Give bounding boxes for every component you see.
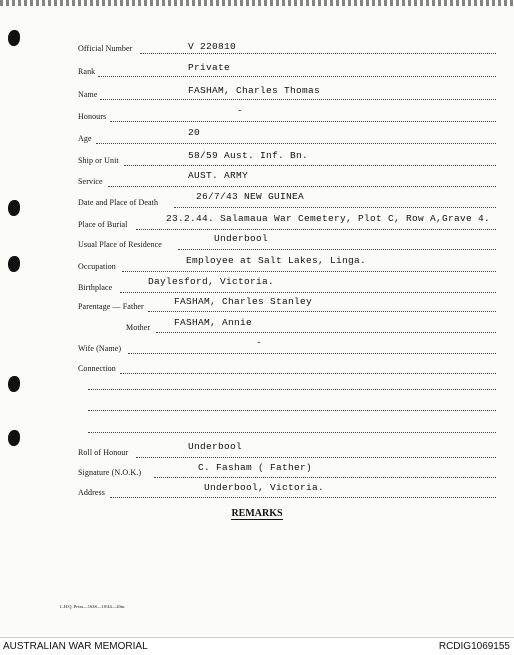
father-line <box>148 311 496 312</box>
mother-line <box>156 332 496 333</box>
footer-record-id: RCDIG1069155 <box>438 641 510 652</box>
death-line <box>174 207 496 208</box>
ship-line <box>124 165 496 166</box>
residence-value: Underbool <box>214 233 269 244</box>
official-number-line <box>140 53 496 54</box>
burial-label: Place of Burial <box>78 220 128 229</box>
punch-hole <box>8 430 20 446</box>
address-label: Address <box>78 488 105 497</box>
roll-line <box>136 457 496 458</box>
service-label: Service <box>78 177 103 186</box>
signature-label: Signature (N.O.K.) <box>78 468 142 477</box>
roll-label: Roll of Honour <box>78 448 129 457</box>
name-line <box>100 99 496 100</box>
rank-value: Private <box>188 62 231 73</box>
occupation-label: Occupation <box>78 262 116 271</box>
remarks-heading <box>0 508 514 519</box>
birthplace-value: Daylesford, Victoria. <box>148 276 275 287</box>
signature-line <box>154 477 496 478</box>
punch-hole <box>8 30 20 46</box>
name-label: Name <box>78 90 98 99</box>
address-line <box>110 497 496 498</box>
name-value: FASHAM, Charles Thomas <box>188 85 321 96</box>
punch-hole <box>8 200 20 216</box>
printer-imprint: L.H.Q. Press—163S—10/44—20m. <box>60 604 126 609</box>
punch-hole <box>8 256 20 272</box>
connection-line <box>120 373 496 374</box>
service-line <box>108 186 496 187</box>
ship-label: Ship or Unit <box>78 156 119 165</box>
birthplace-line <box>120 292 496 293</box>
burial-line <box>136 229 496 230</box>
connection-line <box>88 432 496 433</box>
age-label: Age <box>78 134 92 143</box>
father-label: Parentage — Father <box>78 302 144 311</box>
connection-line <box>88 410 496 411</box>
death-label: Date and Place of Death <box>78 198 159 207</box>
footer-source: AUSTRALIAN WAR MEMORIAL <box>3 641 148 652</box>
mother-label: Mother <box>126 323 151 332</box>
ship-value: 58/59 Aust. Inf. Bn. <box>188 150 309 161</box>
occupation-value: Employee at Salt Lakes, Linga. <box>186 255 367 266</box>
residence-line <box>178 249 496 250</box>
honours-line <box>110 121 496 122</box>
official-number-label: Official Number <box>78 44 133 53</box>
service-value: AUST. ARMY <box>188 170 249 181</box>
honours-label: Honours <box>78 112 107 121</box>
age-line <box>96 143 496 144</box>
roll-value: Underbool <box>188 441 243 452</box>
occupation-line <box>122 271 496 272</box>
age-value: 20 <box>188 127 201 138</box>
connection-label: Connection <box>78 364 116 373</box>
connection-line <box>88 389 496 390</box>
signature-value: C. Fasham ( Father) <box>198 462 313 473</box>
wife-value: - <box>256 337 263 348</box>
rank-line <box>98 76 496 77</box>
birthplace-label: Birthplace <box>78 283 113 292</box>
mother-value: FASHAM, Annie <box>174 317 253 328</box>
father-value: FASHAM, Charles Stanley <box>174 296 313 307</box>
remarks-heading-text: REMARKS <box>231 508 283 519</box>
address-value: Underbool, Victoria. <box>204 482 325 493</box>
residence-label: Usual Place of Residence <box>78 240 162 249</box>
rank-label: Rank <box>78 67 96 76</box>
burial-value: 23.2.44. Salamaua War Cemetery, Plot C, Row A,Grave 4. <box>166 213 491 224</box>
official-number-value: V 220810 <box>188 41 237 52</box>
wife-line <box>128 353 496 354</box>
honours-value: - <box>237 105 244 116</box>
wife-label: Wife (Name) <box>78 344 122 353</box>
punch-hole <box>8 376 20 392</box>
page-top-edge <box>0 0 514 6</box>
archive-footer <box>0 637 514 655</box>
death-value: 26/7/43 NEW GUINEA <box>196 191 305 202</box>
